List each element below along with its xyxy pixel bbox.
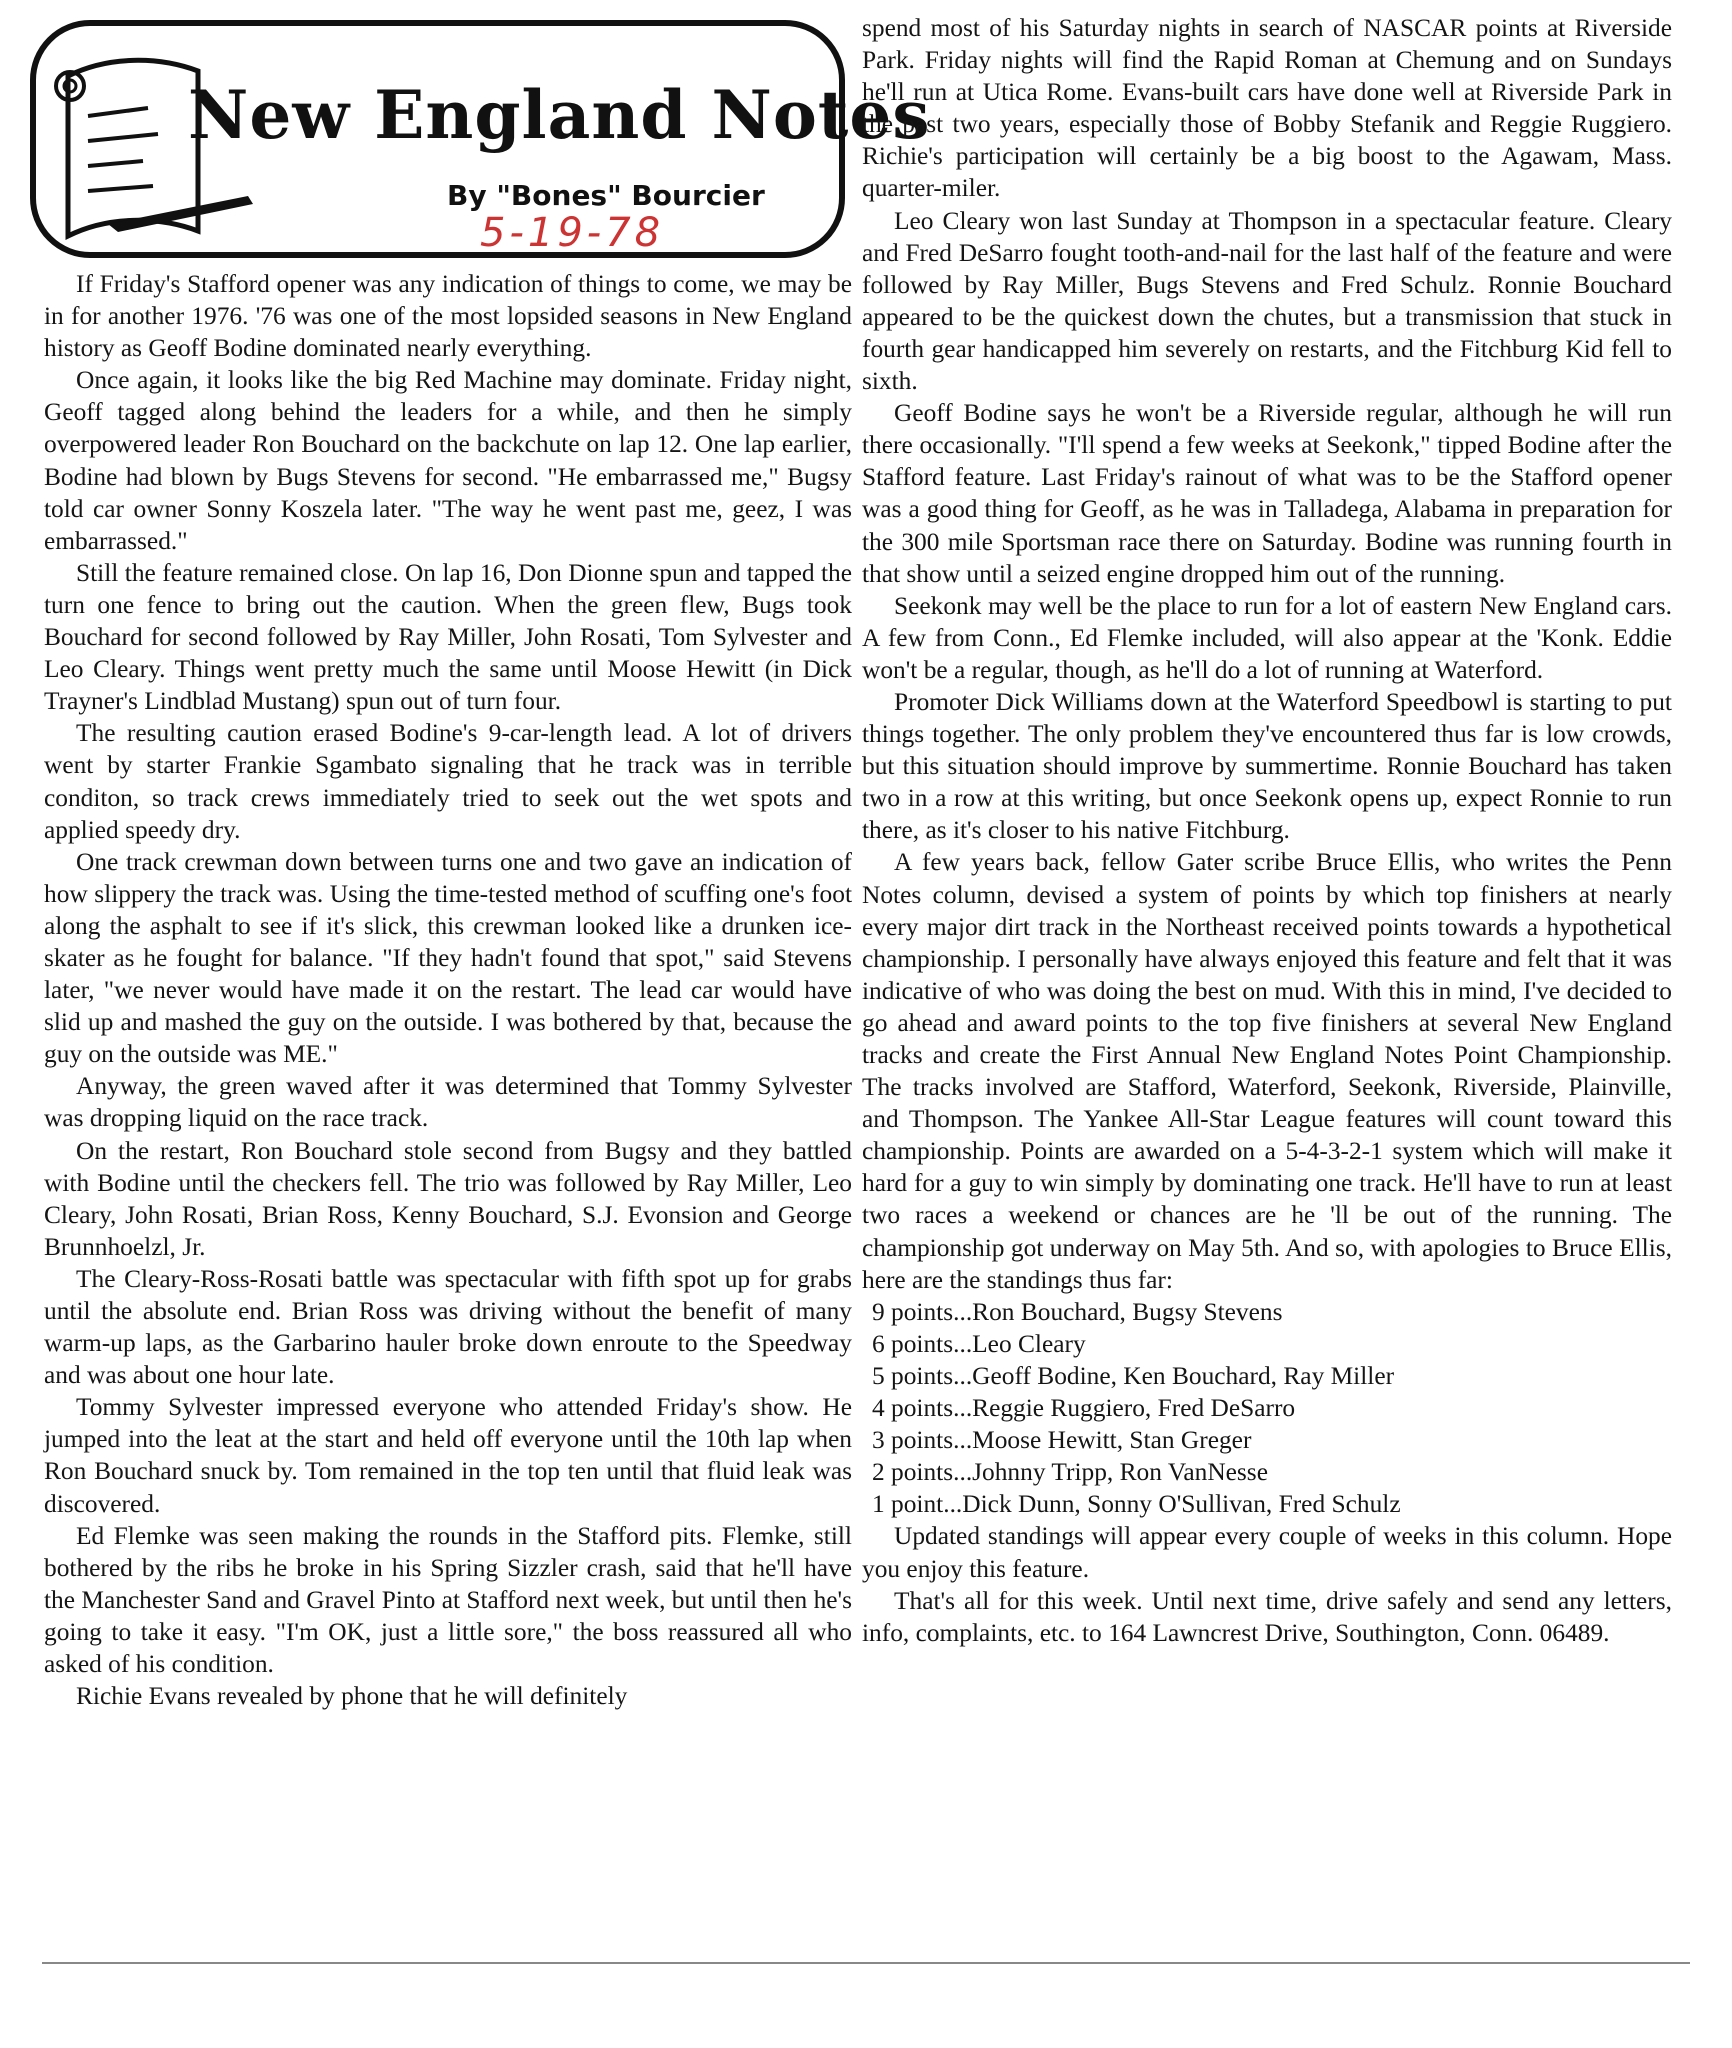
paragraph: Still the feature remained close. On lap 16, Don Dionne spun and tapped the turn one fence to bring out the caution. When the green flew, Bugs took Bouchard for second followed by Ray Miller, John Rosati, Tom Sylvester and Leo Cleary. Things went pretty much the same until Moose Hewitt (in Dick Trayner's Lindblad Mustang) spun out of turn four.	[44, 558, 852, 716]
paragraph: The Cleary-Ross-Rosati battle was spectacular with fifth spot up for grabs until the absolute end. Brian Ross was driving without the benefit of many warm-up laps, as the Garbarino hauler broke down enroute to the Speedway and was about one hour late.	[44, 1264, 852, 1390]
paragraph: Leo Cleary won last Sunday at Thompson in a spectacular feature. Cleary and Fred DeSarro fought tooth-and-nail for the last half of the feature and were followed by Ray Miller, Bugs Stevens and Fred Schulz. Ronnie Bouchard appeared to be the quickest down the chutes, but a transmission that stuck in fourth gear handicapped him severely on restarts, and the Fitchburg Kid fell to sixth.	[862, 206, 1672, 396]
paragraph: Anyway, the green waved after it was determined that Tommy Sylvester was dropping liquid on the race track.	[44, 1072, 852, 1133]
paragraph: Geoff Bodine says he won't be a Riverside regular, although he will run there occasionally. "I'll spend a few weeks at Seekonk," tipped Bodine after the Stafford feature. Last Friday's rainout of what was to be the Stafford opener was a good thing for Geoff, as he was in Talladega, Alabama in preparation for the 300 mile Sportsman race there on Saturday. Bodine was running fourth in that show until a seized engine dropped him out of the running.	[862, 399, 1672, 588]
standings-row: 1 point...Dick Dunn, Sonny O'Sullivan, Fred Schulz	[872, 1490, 1401, 1519]
paragraph-continued: spend most of his Saturday nights in search of NASCAR points at Riverside Park. Friday nights will find the Rapid Roman at Chemung and on Sundays he'll run at Utica Rome. Evans-built cars have done well at Riverside Park in the past two years, especially those of Bobby Stefanik and Reggie Ruggiero. Richie's participation will certainly be a big boost to the Agawam, Mass. quarter-miler.	[862, 14, 1672, 203]
byline: By "Bones" Bourcier	[447, 179, 765, 212]
paragraph: One track crewman down between turns one and two gave an indication of how slippery the track was. Using the time-tested method of scuffing one's foot along the asphalt to see if it's slick, this crewman looked like a drunken ice-skater as he fought for balance. "If they hadn't found that spot," said Stevens later, "we never would have made it on the restart. The lead car would have slid up and mashed the guy on the outside. I was bothered by that, because the guy on the outside was ME."	[44, 847, 852, 1069]
paragraph: A few years back, fellow Gater scribe Bruce Ellis, who writes the Penn Notes column, devised a system of points by which top finishers at nearly every major dirt track in the Northeast received points towards a hypothetical championship. I personally have always enjoyed this feature and felt that it was indicative of who was doing the best on mud. With this in mind, I've decided to go ahead and award points to the top five finishers at several New England tracks and create the First Annual New England Notes Point Championship. The tracks involved are Stafford, Waterford, Seekonk, Riverside, Plainville, and Thompson. The Yankee All-Star League features will count toward this championship. Points are awarded on a 5-4-3-2-1 system which will make it hard for a guy to win simply by dominating one track. He'll have to run at least two races a weekend or chances are he 'll be out of the running. The championship got underway on May 5th. And so, with apologies to Bruce Ellis, here are the standings thus far:	[862, 848, 1672, 1294]
bottom-rule	[42, 1962, 1690, 1964]
paragraph: Once again, it looks like the big Red Machine may dominate. Friday night, Geoff tagged along behind the leaders for a while, and then he simply overpowered leader Ron Bouchard on the backchute on lap 12. One lap earlier, Bodine had blown by Bugs Stevens for second. "He embarrassed me," Bugsy told car owner Sonny Koszela later. "The way he went past me, geez, I was embarrassed."	[44, 366, 852, 555]
handwritten-date: 5-19-78	[480, 210, 665, 256]
standings-row: 3 points...Moose Hewitt, Stan Greger	[872, 1426, 1252, 1455]
standings-row: 4 points...Reggie Ruggiero, Fred DeSarro	[872, 1394, 1296, 1423]
standings-row: 5 points...Geoff Bodine, Ken Bouchard, Ray Miller	[872, 1361, 1395, 1390]
paragraph: Seekonk may well be the place to run for a lot of eastern New England cars. A few from Conn., Ed Flemke included, will also appear at the 'Konk. Eddie won't be a regular, though, as he'll do a lot of running at Waterford.	[862, 591, 1672, 684]
standings-row: 6 points...Leo Cleary	[872, 1329, 1086, 1358]
column-title: New England Notes	[188, 76, 931, 154]
left-column	[44, 268, 852, 1712]
paragraph: That's all for this week. Until next time, drive safely and send any letters, info, complaints, etc. to 164 Lawncrest Drive, Southington, Conn. 06489.	[862, 1586, 1672, 1647]
paragraph: The resulting caution erased Bodine's 9-car-length lead. A lot of drivers went by starter Frankie Sgambato signaling that he track was in terrible conditon, so track crews immediately tried to seek out the wet spots and applied speedy dry.	[44, 719, 852, 844]
standings-row: 9 points...Ron Bouchard, Bugsy Stevens	[872, 1297, 1283, 1326]
right-column	[862, 12, 1672, 1649]
paragraph: Tommy Sylvester impressed everyone who attended Friday's show. He jumped into the leat at the start and held off everyone until the 10th lap when Ron Bouchard snuck by. Tom remained in the top ten until that fluid leak was discovered.	[44, 1393, 852, 1518]
paragraph: Richie Evans revealed by phone that he will definitely	[76, 1682, 628, 1711]
paragraph: Ed Flemke was seen making the rounds in the Stafford pits. Flemke, still bothered by the ribs he broke in his Spring Sizzler crash, said that he'll have the Manchester Sand and Gravel Pinto at Stafford next week, but until then he's going to take it easy. "I'm OK, just a little sore," the boss reassured all who asked of his condition.	[44, 1521, 852, 1679]
paragraph: Promoter Dick Williams down at the Waterford Speedbowl is starting to put things together. The only problem they've encountered thus far is low crowds, but this situation should improve by summertime. Ronnie Bouchard has taken two in a row at this writing, but once Seekonk opens up, expect Ronnie to run there, as it's closer to his native Fitchburg.	[862, 687, 1672, 845]
paragraph: If Friday's Stafford opener was any indication of things to come, we may be in for another 1976. '76 was one of the most lopsided seasons in New England history as Geoff Bodine dominated nearly everything.	[44, 270, 852, 363]
paragraph: Updated standings will appear every couple of weeks in this column. Hope you enjoy this feature.	[862, 1522, 1672, 1583]
paragraph: On the restart, Ron Bouchard stole second from Bugsy and they battled with Bodine until the checkers fell. The trio was followed by Ray Miller, Leo Cleary, John Rosati, Brian Ross, Kenny Bouchard, S.J. Evonsion and George Brunnhoelzl, Jr.	[44, 1136, 852, 1261]
standings-row: 2 points...Johnny Tripp, Ron VanNesse	[872, 1458, 1268, 1487]
